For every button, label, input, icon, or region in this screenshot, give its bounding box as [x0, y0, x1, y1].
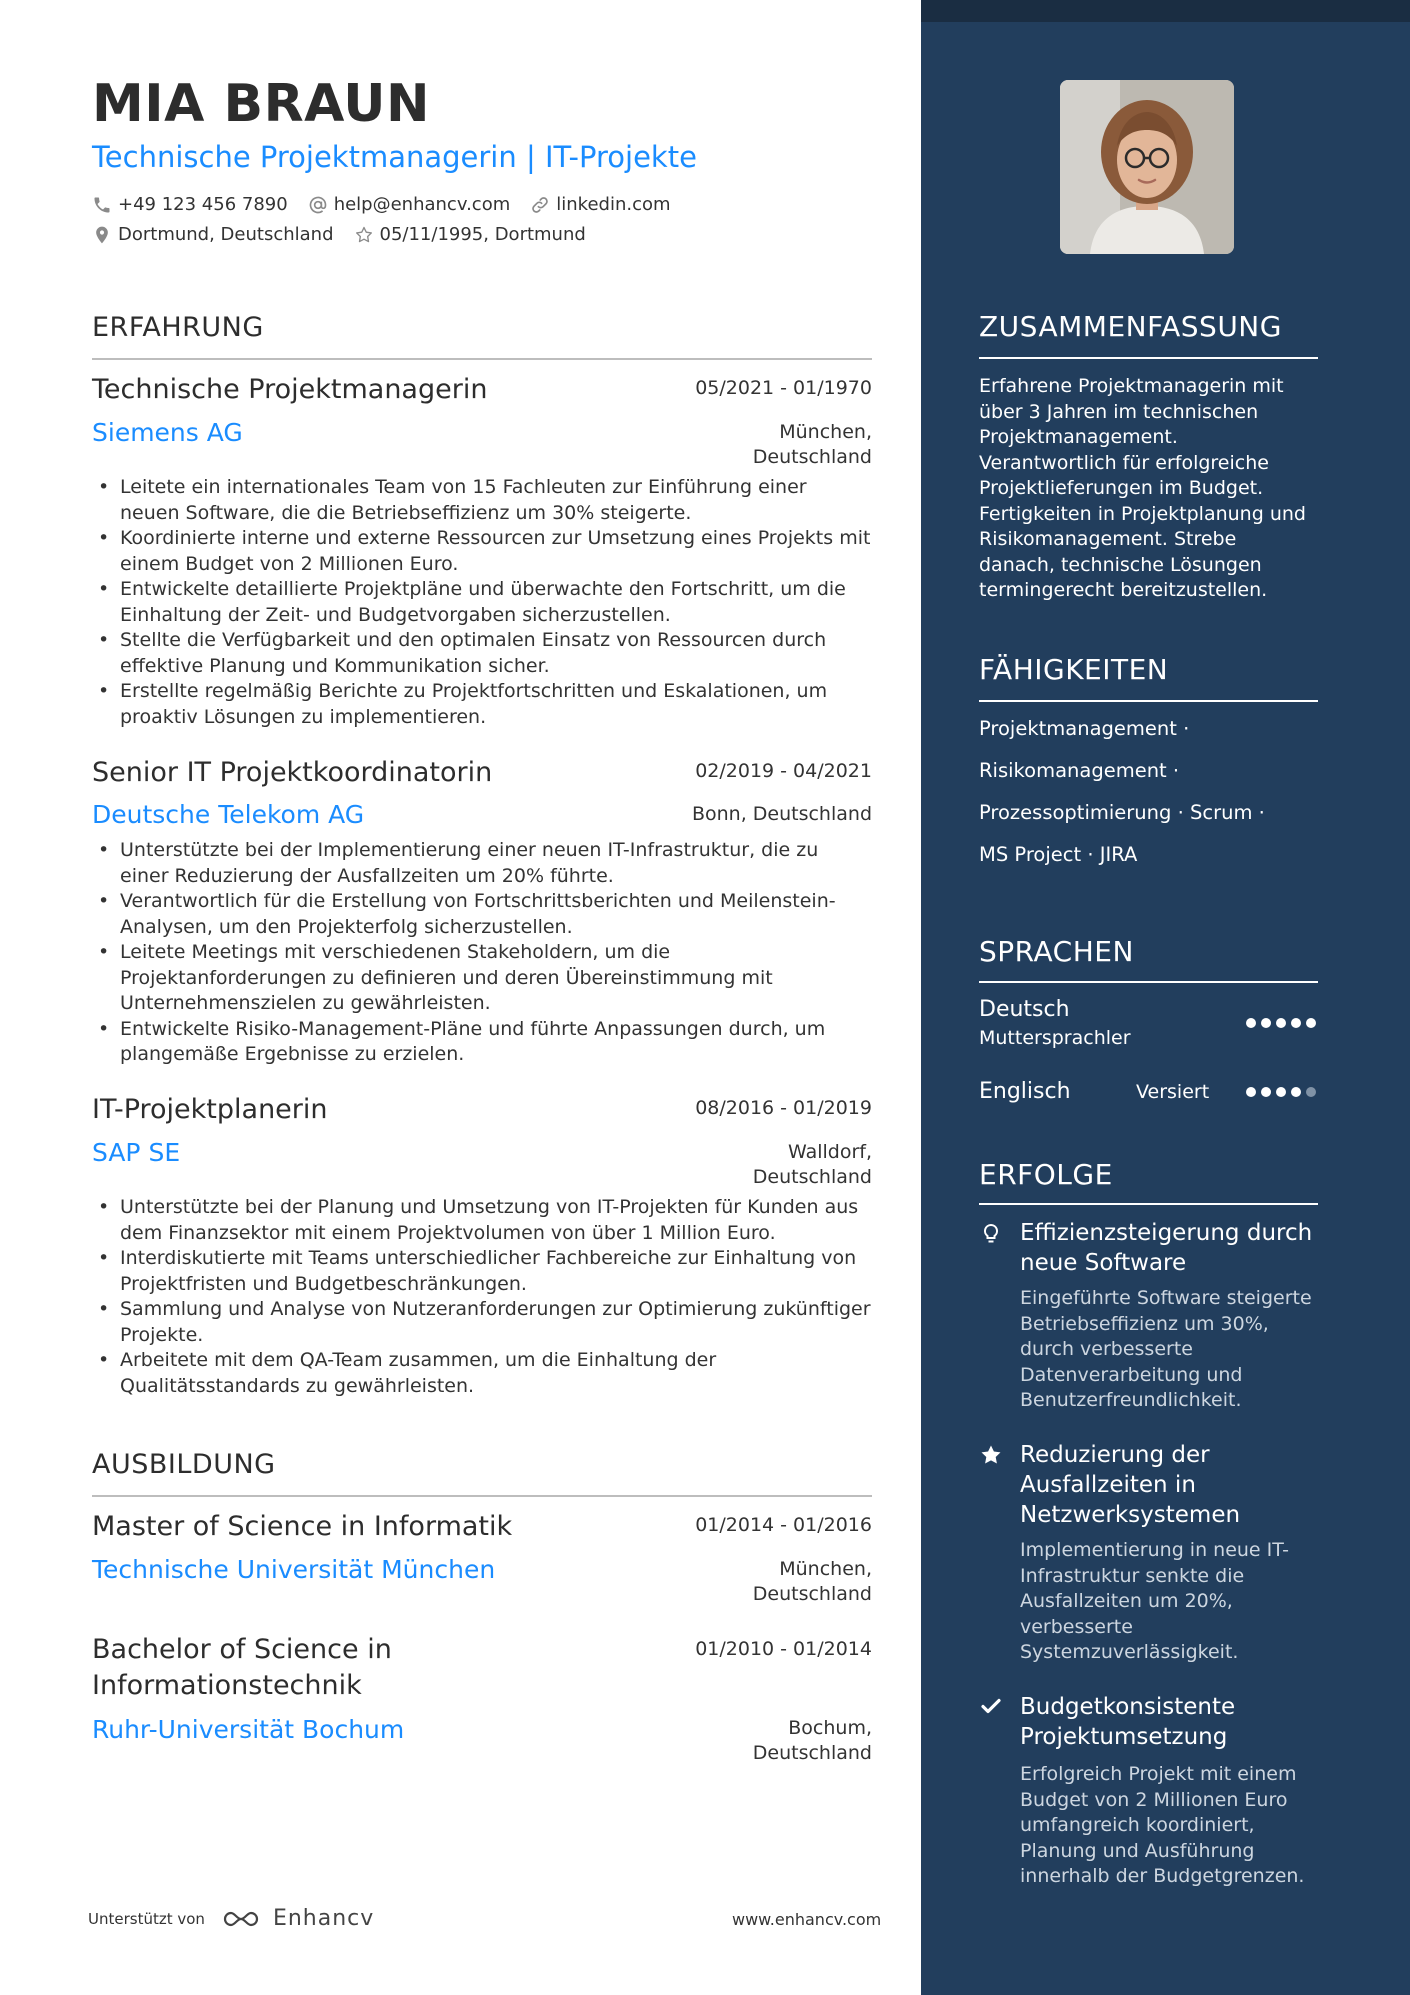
bullet-item: • Entwickelte Risiko-Management-Pläne und führte Anpassungen durch, um plangemäße Ergebnisse zu erzielen.	[92, 1017, 872, 1068]
star-icon	[979, 1443, 1003, 1467]
summary-divider	[979, 357, 1318, 359]
company-name: Siemens AG	[92, 418, 243, 447]
language-level: Muttersprachler	[979, 1027, 1131, 1049]
company-name: SAP SE	[92, 1138, 181, 1167]
language-name: Deutsch	[979, 997, 1070, 1022]
rating-dot-filled	[1246, 1087, 1256, 1097]
job-dates: 08/2016 - 01/2019	[695, 1097, 872, 1119]
bullet-item: • Leitete ein internationales Team von 15 Fachleuten zur Einführung einer neuen Software, die die Betriebseffizienz um 30% steigerte.	[92, 475, 872, 526]
bullet-item: • Verantwortlich für die Erstellung von Fortschrittsberichten und Meilenstein-Analysen, um den Projekterfolg sicherzustellen.	[92, 889, 872, 940]
enhancv-logo-icon	[217, 1907, 265, 1931]
bullet-item: • Arbeitete mit dem QA-Team zusammen, um die Einhaltung der Qualitätsstandards zu gewährleisten.	[92, 1348, 872, 1399]
at-icon	[308, 195, 328, 215]
profile-photo	[1060, 80, 1234, 254]
sidebar	[921, 0, 1410, 1995]
job-title: Technische Projektmanagerin	[92, 374, 488, 405]
contact-email[interactable]	[308, 194, 511, 215]
bullet-item: • Unterstützte bei der Implementierung einer neuen IT-Infrastruktur, die zu einer Reduzierung der Ausfallzeiten um 20% führte.	[92, 838, 872, 889]
job-location	[692, 802, 872, 827]
contact-location	[92, 224, 334, 245]
achievements-divider	[979, 1203, 1318, 1205]
degree-title: Master of Science in Informatik	[92, 1511, 513, 1542]
birth-text: 05/11/1995, Dortmund	[379, 224, 586, 245]
rating-dot-filled	[1291, 1087, 1301, 1097]
skill-line: Projektmanagement ·	[979, 717, 1190, 740]
bullet-item: • Stellte die Verfügbarkeit und den optimalen Einsatz von Ressourcen durch effektive Planung und Kommunikation sicher.	[92, 628, 872, 679]
achievement-description: Erfolgreich Projekt mit einem Budget von 2 Millionen Euro umfangreich koordiniert, Planung und Ausführung innerhalb der Budgetgrenzen.	[1020, 1763, 1305, 1887]
bullet-item: • Interdiskutierte mit Teams unterschiedlicher Fachbereiche zur Einhaltung von Projektfristen und Budgetbeschränkungen.	[92, 1246, 872, 1297]
footer-url[interactable]: www.enhancv.com	[732, 1910, 882, 1929]
contact-birth	[354, 224, 586, 245]
achievements-heading: ERFOLGE	[979, 1158, 1113, 1191]
job-location-line: Deutschland	[752, 1166, 872, 1188]
rating-dot-empty	[1306, 1087, 1316, 1097]
job-location	[753, 1140, 872, 1190]
rating-dot-filled	[1276, 1018, 1286, 1028]
skill-line: MS Project · JIRA	[979, 843, 1138, 866]
link-icon	[530, 195, 550, 215]
bullet-item: • Sammlung und Analyse von Nutzeranforderungen zur Optimierung zukünftiger Projekte.	[92, 1297, 872, 1348]
bullet-item: • Leitete Meetings mit verschiedenen Stakeholdern, um die Projektanforderungen zu definieren und deren Übereinstimmung mit Unternehmenszielen zu gewährleisten.	[92, 940, 872, 1017]
achievement-title: Reduzierung der Ausfallzeiten in Netzwerksystemen	[1020, 1442, 1241, 1528]
experience-divider	[92, 358, 872, 360]
education-location-line: Bochum,	[788, 1717, 872, 1739]
education-location	[753, 1557, 872, 1607]
experience-heading: ERFAHRUNG	[92, 312, 264, 343]
achievement-description: Eingeführte Software steigerte Betriebseffizienz um 30%, durch verbesserte Datenverarbeitung und Benutzerfreundlichkeit.	[1020, 1287, 1312, 1411]
summary-text: Erfahrene Projektmanagerin mit über 3 Jahren im technischen Projektmanagement. Verantwortlich für erfolgreiche Projektlieferungen im Budget. Fertigkeiten in Projektplanung und Risikomanagement. Strebe danach, technische Lösungen termingerecht bereitzustellen.	[979, 375, 1306, 601]
job-bullets	[92, 838, 872, 1068]
contact-row-2	[92, 224, 586, 245]
job-title: IT-Projektplanerin	[92, 1094, 328, 1125]
skill-line: Risikomanagement ·	[979, 759, 1180, 782]
enhancv-logo[interactable]	[217, 1906, 374, 1931]
linkedin-text: linkedin.com	[556, 194, 671, 215]
rating-dot-filled	[1261, 1018, 1271, 1028]
job-location-line: München,	[779, 421, 872, 443]
language-rating	[1246, 1087, 1316, 1097]
job-dates: 05/2021 - 01/1970	[695, 377, 872, 399]
candidate-name: MIA BRAUN	[92, 74, 431, 134]
degree-title: Bachelor of Science in	[92, 1634, 392, 1665]
language-level: Versiert	[1136, 1081, 1210, 1103]
candidate-headline: Technische Projektmanagerin | IT-Projekte	[92, 140, 697, 174]
skills-heading: FÄHIGKEITEN	[979, 653, 1169, 686]
sidebar-top-strip	[921, 0, 1410, 22]
languages-heading: SPRACHEN	[979, 935, 1134, 968]
education-location	[753, 1716, 872, 1766]
school-name: Technische Universität München	[92, 1555, 496, 1584]
education-location-line: München,	[779, 1558, 872, 1580]
contact-row-1	[92, 194, 671, 215]
job-bullets	[92, 1195, 872, 1399]
job-location	[753, 420, 872, 470]
phone-icon	[92, 195, 112, 215]
education-location-line: Deutschland	[752, 1583, 872, 1605]
education-location-line: Deutschland	[752, 1742, 872, 1764]
location-text: Dortmund, Deutschland	[118, 224, 334, 245]
lightbulb-icon	[979, 1222, 1003, 1246]
education-dates: 01/2014 - 01/2016	[695, 1514, 872, 1536]
job-location-line: Walldorf,	[788, 1141, 872, 1163]
email-text: help@enhancv.com	[333, 194, 511, 215]
language-name: Englisch	[979, 1079, 1071, 1104]
rating-dot-filled	[1306, 1018, 1316, 1028]
check-icon	[979, 1694, 1003, 1718]
skills-divider	[979, 700, 1318, 702]
bullet-item: • Koordinierte interne und externe Ressourcen zur Umsetzung eines Projekts mit einem Budget von 2 Millionen Euro.	[92, 526, 872, 577]
achievement-title: Budgetkonsistente Projektumsetzung	[1020, 1694, 1236, 1750]
summary-heading: ZUSAMMENFASSUNG	[979, 310, 1282, 343]
job-title: Senior IT Projektkoordinatorin	[92, 757, 493, 788]
bullet-item: • Entwickelte detaillierte Projektpläne und überwachte den Fortschritt, um die Einhaltung der Zeit- und Budgetvorgaben sicherzustellen.	[92, 577, 872, 628]
education-heading: AUSBILDUNG	[92, 1449, 276, 1480]
job-location-line: Bonn, Deutschland	[691, 803, 872, 825]
education-dates: 01/2010 - 01/2014	[695, 1638, 872, 1660]
language-rating	[1246, 1018, 1316, 1028]
star-outline-icon	[354, 225, 374, 245]
profile-photo-image	[1060, 80, 1234, 254]
powered-by-text: Unterstützt von	[88, 1909, 205, 1928]
rating-dot-filled	[1291, 1018, 1301, 1028]
contact-linkedin[interactable]	[530, 194, 670, 215]
skill-line: Prozessoptimierung · Scrum ·	[979, 801, 1265, 824]
footer-powered-by	[88, 1906, 374, 1931]
school-name: Ruhr-Universität Bochum	[92, 1715, 405, 1744]
location-pin-icon	[92, 225, 112, 245]
job-dates: 02/2019 - 04/2021	[695, 760, 872, 782]
bullet-item: • Unterstützte bei der Planung und Umsetzung von IT-Projekten für Kunden aus dem Finanzsektor mit einem Projektvolumen von über 1 Million Euro.	[92, 1195, 872, 1246]
job-location-line: Deutschland	[752, 446, 872, 468]
company-name: Deutsche Telekom AG	[92, 800, 365, 829]
job-bullets	[92, 475, 872, 730]
rating-dot-filled	[1246, 1018, 1256, 1028]
rating-dot-filled	[1276, 1087, 1286, 1097]
phone-text: +49 123 456 7890	[118, 194, 288, 215]
enhancv-logo-text: Enhancv	[272, 1906, 375, 1931]
languages-divider	[979, 981, 1318, 983]
achievement-description: Implementierung in neue IT-Infrastruktur senkte die Ausfallzeiten um 20%, verbesserte Systemzuverlässigkeit.	[1020, 1539, 1289, 1663]
rating-dot-filled	[1261, 1087, 1271, 1097]
achievement-title: Effizienzsteigerung durch neue Software	[1020, 1220, 1313, 1276]
contact-phone[interactable]	[92, 194, 288, 215]
bullet-item: • Erstellte regelmäßig Berichte zu Projektfortschritten und Eskalationen, um proaktiv Lösungen zu implementieren.	[92, 679, 872, 730]
education-divider	[92, 1495, 872, 1497]
degree-title-line2: Informationstechnik	[92, 1670, 362, 1701]
